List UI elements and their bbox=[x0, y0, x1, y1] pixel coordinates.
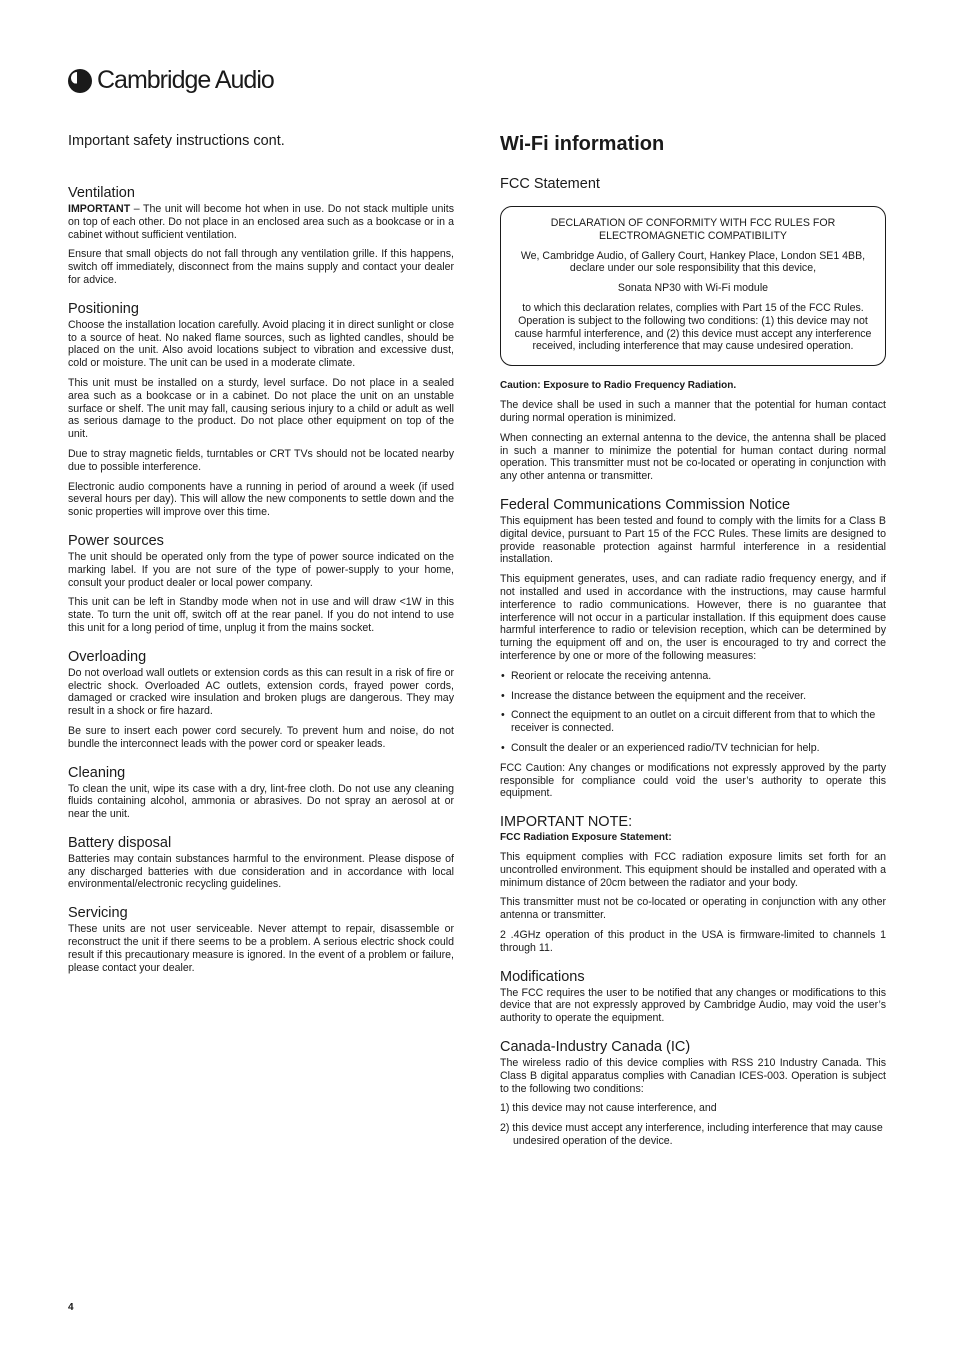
section-overloading bbox=[68, 649, 454, 751]
left-title: Important safety instructions cont. bbox=[68, 133, 285, 149]
measures-list bbox=[500, 670, 886, 755]
section-cleaning bbox=[68, 765, 454, 821]
brand-logo bbox=[68, 66, 274, 95]
declaration-text: We, Cambridge Audio, of Gallery Court, Hankey Place, London SE1 4BB, declare under our sole responsibility that this device, bbox=[520, 249, 866, 275]
list-item: • Connect the equipment to an outlet on a circuit different from that to which the receiver is connected. bbox=[500, 709, 886, 735]
section-heading: Positioning bbox=[68, 300, 139, 317]
page-title: Wi-Fi information bbox=[500, 133, 665, 155]
section-paragraph: Due to stray magnetic fields, turntables or CRT TVs should not be located nearby due to possible interference. bbox=[68, 447, 454, 473]
cambridge-audio-logo-icon bbox=[68, 69, 92, 93]
brand-name: Cambridge Audio bbox=[97, 66, 274, 94]
section-paragraph: Ensure that small objects do not fall through any ventilation grille. If this happens, switch off immediately, disconnect from the mains supply and contact your dealer for advice. bbox=[68, 248, 454, 286]
conditions-list bbox=[500, 1102, 886, 1147]
section-paragraph: The FCC requires the user to be notified that any changes or modifications to this device that are not expressly approved by Cambridge Audio, may void the user’s authority to operate the equipment. bbox=[500, 986, 886, 1025]
device-name: Sonata NP30 with Wi-Fi module bbox=[617, 282, 769, 295]
section-heading: Overloading bbox=[68, 648, 147, 665]
section-heading: Ventilation bbox=[68, 185, 135, 201]
section-paragraph: This equipment complies with FCC radiation exposure limits set forth for an uncontrolled environment. This equipment should be installed and operated with a minimum distance of 20cm between the radiator and your body. bbox=[500, 851, 886, 889]
list-item: 1) this device may not cause interference, and bbox=[500, 1102, 717, 1115]
section-battery-disposal bbox=[68, 835, 454, 891]
section-paragraph: To clean the unit, wipe its case with a dry, lint-free cloth. Do not use any cleaning fluids containing alcohol, ammonia or abrasives. Do not spray an aerosol at or near the unit. bbox=[68, 782, 454, 821]
section-paragraph: This unit must be installed on a sturdy, level surface. Do not place in a sealed area such as a bookcase or in a cabinet. Do not place the unit on an unstable surface or shelf. The unit may fall, causing serious injury to a child or adult as well as serious damage to the product. Do not place other equipment on top of the unit. bbox=[68, 376, 454, 441]
page-number: 4 bbox=[68, 1302, 74, 1313]
caution-label: Caution: Exposure to Radio Frequency Radiation. bbox=[500, 380, 737, 392]
section-paragraph bbox=[68, 203, 454, 241]
section-heading: FCC Statement bbox=[500, 176, 600, 192]
list-item: • Reorient or relocate the receiving antenna. bbox=[500, 670, 886, 683]
section-paragraph: FCC Caution: Any changes or modifications not expressly approved by the party responsible for compliance could void the user’s authority to operate this equipment. bbox=[500, 761, 886, 800]
left-column bbox=[68, 130, 454, 988]
section-paragraph: The device shall be used in such a manner that the potential for human contact during normal operation is minimized. bbox=[500, 399, 886, 424]
section-paragraph: Electronic audio components have a running in period of around a week (if used several hours per day). This will allow the new components to settle down and the sonic properties will improve over this time. bbox=[68, 480, 454, 519]
subheading: FCC Radiation Exposure Statement: bbox=[500, 832, 672, 844]
section-paragraph: This unit can be left in Standby mode when not in use and will draw <1W in this state. To turn the unit off, switch off at the rear panel. If you do not intend to use this unit for a long period of time, unplug it from the mains socket. bbox=[68, 596, 454, 634]
list-item: • Increase the distance between the equipment and the receiver. bbox=[500, 690, 886, 703]
section-modifications bbox=[500, 969, 886, 1025]
section-ventilation bbox=[68, 185, 454, 287]
section-heading: Cleaning bbox=[68, 764, 126, 781]
section-fcc-notice bbox=[500, 497, 886, 800]
section-heading: Power sources bbox=[68, 532, 164, 549]
section-positioning bbox=[68, 301, 454, 519]
section-paragraph: Choose the installation location carefully. Avoid placing it in direct sunlight or close to a source of heat. No naked flame sources, such as lighted candles, should be placed on the unit. Also avoid locations subject to vibration and excessive dust, cold or moisture. The unit can be used in a moderate climate. bbox=[68, 318, 454, 370]
section-paragraph: This equipment generates, uses, and can radiate radio frequency energy, and if not installed and used in accordance with the instructions, may cause harmful interference to radio communications. However, there is no guarantee that interference will not occur in a particular installation. If this equipment does cause harmful interference to radio or television reception, which can be determined by turning the equipment off and on, the user is encouraged to try and correct the interference by one or more of the following measures: bbox=[500, 573, 886, 662]
section-important-note bbox=[500, 814, 886, 955]
section-paragraph: 2 .4GHz operation of this product in the USA is firmware-limited to channels 1 through 11. bbox=[500, 929, 886, 954]
section-heading: Canada-Industry Canada (IC) bbox=[500, 1039, 691, 1056]
paragraph-text: – The unit will become hot when in use. Do not stack multiple units on top of each other. Do not place in an enclosed area such as a bookcase or in a cabinet without sufficient ventilation. bbox=[68, 203, 454, 241]
section-fcc-statement bbox=[500, 176, 886, 483]
section-paragraph: This transmitter must not be co-located or operating in conjunction with any other antenna or transmitter. bbox=[500, 896, 886, 922]
declaration-title: DECLARATION OF CONFORMITY WITH FCC RULES FOR ELECTROMAGNETIC COMPATIBILITY bbox=[550, 217, 836, 242]
section-paragraph: Be sure to insert each power cord securely. To prevent hum and noise, do not bundle the interconnect leads with the power cord or speaker leads. bbox=[68, 724, 454, 750]
section-paragraph: Batteries may contain substances harmful to the environment. Please dispose of any discharged batteries with due consideration and in accordance with local environmental/electronic recycling guidelines. bbox=[68, 852, 454, 891]
section-canada bbox=[500, 1039, 886, 1148]
section-paragraph: The unit should be operated only from the type of power source indicated on the marking label. If you are not sure of the type of power-supply to your home, consult your product dealer or local power company. bbox=[68, 550, 454, 589]
section-paragraph: When connecting an external antenna to the device, the antenna shall be placed in such a manner to minimize the potential for human contact during normal operation. This transmitter must not be co-located or operating in conjunction with any other antenna or transmitter. bbox=[500, 431, 886, 483]
section-power-sources bbox=[68, 533, 454, 635]
right-column bbox=[500, 130, 886, 1162]
important-lead: IMPORTANT bbox=[68, 203, 131, 215]
section-heading: Servicing bbox=[68, 905, 128, 922]
declaration-text: to which this declaration relates, complies with Part 15 of the FCC Rules. Operation is subject to the following two conditions: (1) this device may not cause harmful interference, and (2) this device must accept any interference received, including interference that may cause undesired operation. bbox=[514, 301, 872, 353]
section-paragraph: These units are not user serviceable. Never attempt to repair, disassemble or reconstruct the unit if there seems to be a problem. A serious electric shock could result if this precautionary measure is ignored. In the event of a problem or failure, please contact your dealer. bbox=[68, 923, 454, 974]
fcc-declaration-box bbox=[500, 206, 886, 366]
section-servicing bbox=[68, 905, 454, 974]
section-heading: Battery disposal bbox=[68, 834, 172, 851]
section-paragraph: This equipment has been tested and found to comply with the limits for a Class B digital device, pursuant to Part 15 of the FCC Rules. These limits are designed to provide reasonable protection against harmful interference in a residential installation. bbox=[500, 514, 886, 566]
list-item: • Consult the dealer or an experienced radio/TV technician for help. bbox=[500, 742, 886, 755]
section-heading: Federal Communications Commission Notice bbox=[500, 496, 791, 513]
section-heading: IMPORTANT NOTE: bbox=[500, 814, 633, 831]
section-paragraph: Do not overload wall outlets or extension cords as this can result in a risk of fire or electric shock. Overloaded AC outlets, extension cords, frayed power cords, damaged or cracked wire insulation and broken plugs are dangerous. They may result in a shock or fire hazard. bbox=[68, 666, 454, 718]
list-item: 2) this device must accept any interference, including interference that may cause undesired operation of the device. bbox=[500, 1122, 883, 1148]
section-paragraph: The wireless radio of this device complies with RSS 210 Industry Canada. This Class B digital apparatus complies with Canadian ICES-003. Operation is subject to the following two conditions: bbox=[500, 1057, 886, 1095]
section-heading: Modifications bbox=[500, 968, 585, 985]
